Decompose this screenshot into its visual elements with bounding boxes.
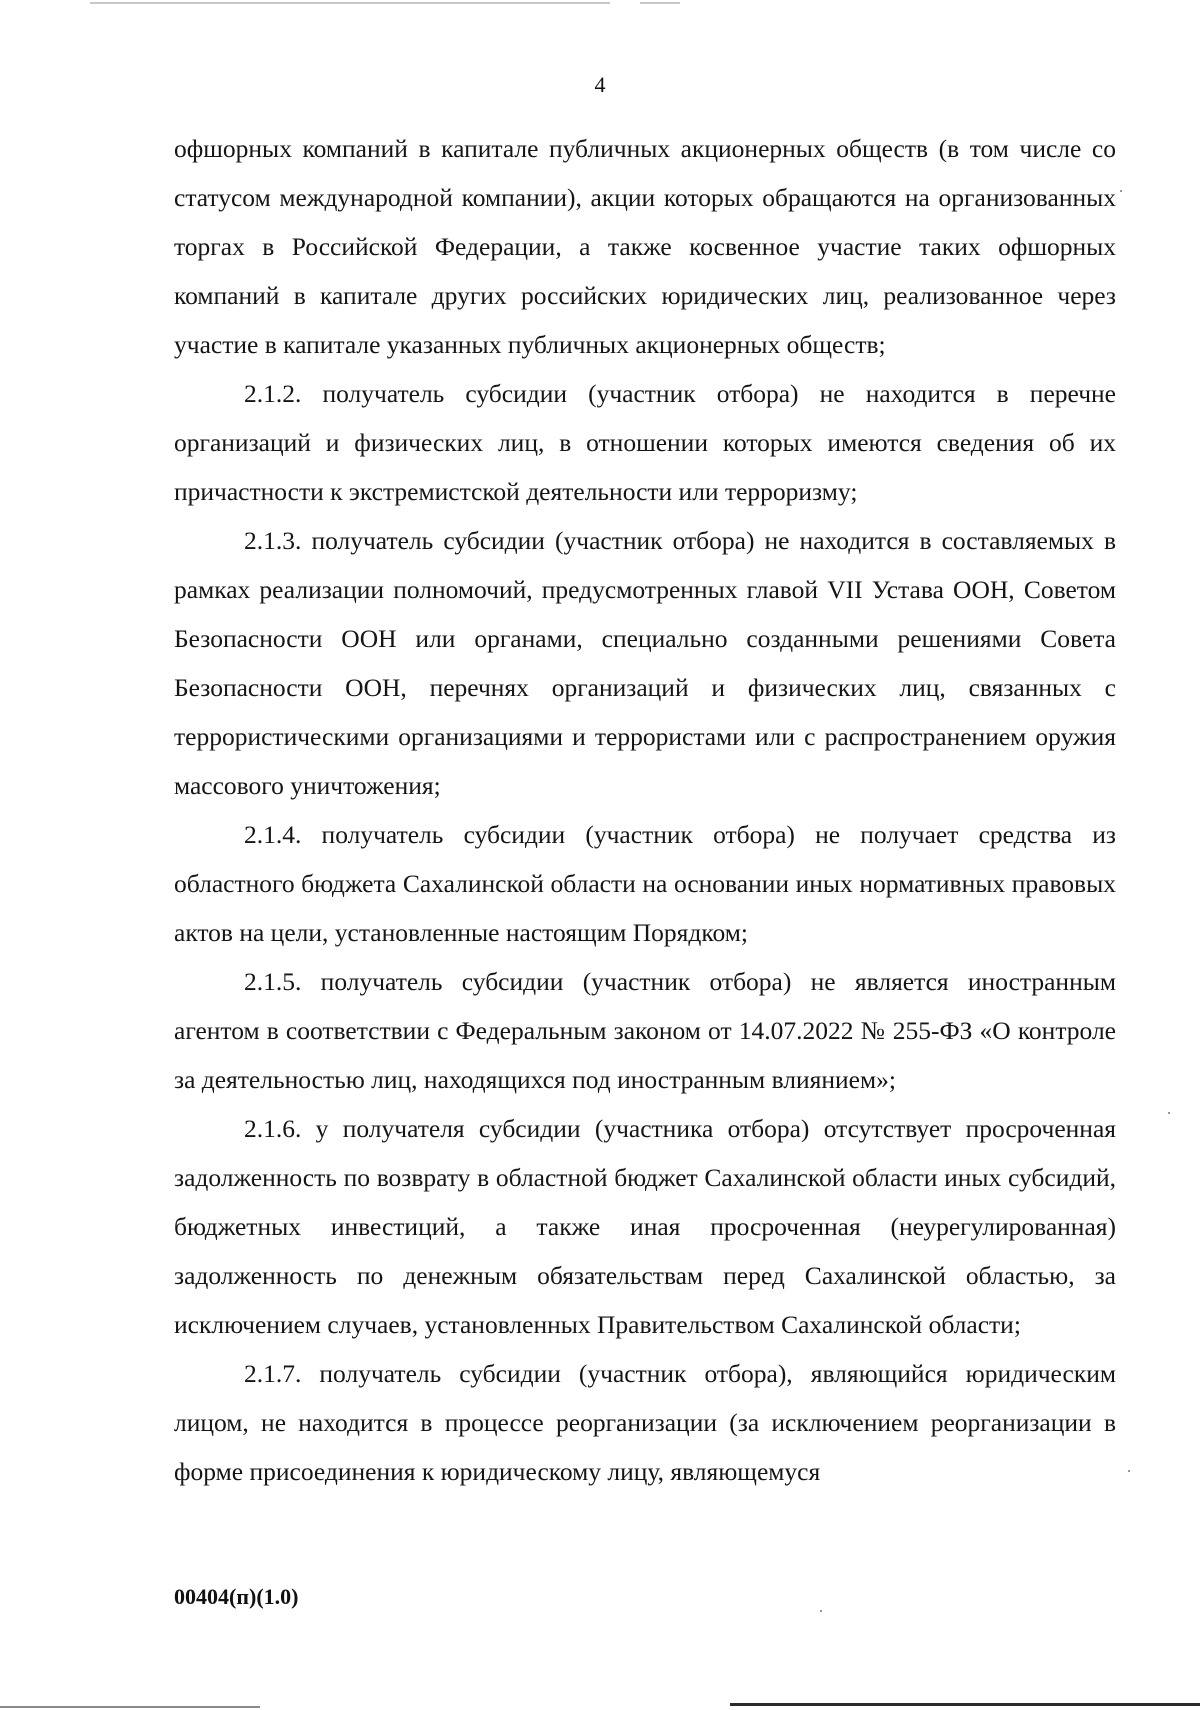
scan-speck bbox=[1128, 1470, 1130, 1472]
paragraph-2-1-4: 2.1.4. получатель субсидии (участник отбора) не получает средства из областного бюджета Сахалинской области на основании иных нормативных правовых актов на цели, установленные настоящим Порядком; bbox=[174, 820, 1116, 947]
scan-edge-bottom-left bbox=[0, 1706, 260, 1708]
paragraph-2-1-3: 2.1.3. получатель субсидии (участник отбора) не находится в составляемых в рамках реализации полномочий, предусмотренных главой VII Устава ООН, Советом Безопасности ООН или органами, специально созданными решениями Совета Безопасности ООН, перечнях организаций и физических лиц, связанных с террористическими организациями и террористами или с распространением оружия массового уничтожения; bbox=[174, 526, 1116, 800]
document-body bbox=[174, 124, 1116, 1496]
scan-speck bbox=[1168, 1112, 1170, 1114]
document-footer-code: 00404(п)(1.0) bbox=[174, 1584, 299, 1609]
scan-edge-top bbox=[90, 2, 610, 4]
paragraph-2-1-7: 2.1.7. получатель субсидии (участник отбора), являющийся юридическим лицом, не находится в процессе реорганизации (за исключением реорганизации в форме присоединения к юридическому лицу, являющемуся bbox=[174, 1359, 1116, 1486]
paragraph-2-1-2: 2.1.2. получатель субсидии (участник отбора) не находится в перечне организаций и физических лиц, в отношении которых имеются сведения об их причастности к экстремистской деятельности или терроризму; bbox=[174, 379, 1116, 506]
page-number: 4 bbox=[594, 72, 606, 97]
scan-speck bbox=[820, 1610, 822, 1612]
paragraph-continuation: офшорных компаний в капитале публичных акционерных обществ (в том числе со статусом международной компании), акции которых обращаются на организованных торгах в Российской Федерации, а также косвенное участие таких офшорных компаний в капитале других российских юридических лиц, реализованное через участие в капитале указанных публичных акционерных обществ; bbox=[174, 134, 1116, 359]
paragraph-2-1-6: 2.1.6. у получателя субсидии (участника отбора) отсутствует просроченная задолженность по возврату в областной бюджет Сахалинской области иных субсидий, бюджетных инвестиций, а также иная просроченная (неурегулированная) задолженность по денежным обязательствам перед Сахалинской областью, за исключением случаев, установленных Правительством Сахалинской области; bbox=[174, 1114, 1116, 1339]
scan-speck bbox=[1120, 190, 1122, 192]
scan-edge-top-fragment bbox=[640, 2, 680, 4]
paragraph-2-1-5: 2.1.5. получатель субсидии (участник отбора) не является иностранным агентом в соответствии с Федеральным законом от 14.07.2022 № 255-ФЗ «О контроле за деятельностью лиц, находящихся под иностранным влиянием»; bbox=[174, 967, 1116, 1094]
scan-edge-bottom bbox=[730, 1703, 1200, 1706]
